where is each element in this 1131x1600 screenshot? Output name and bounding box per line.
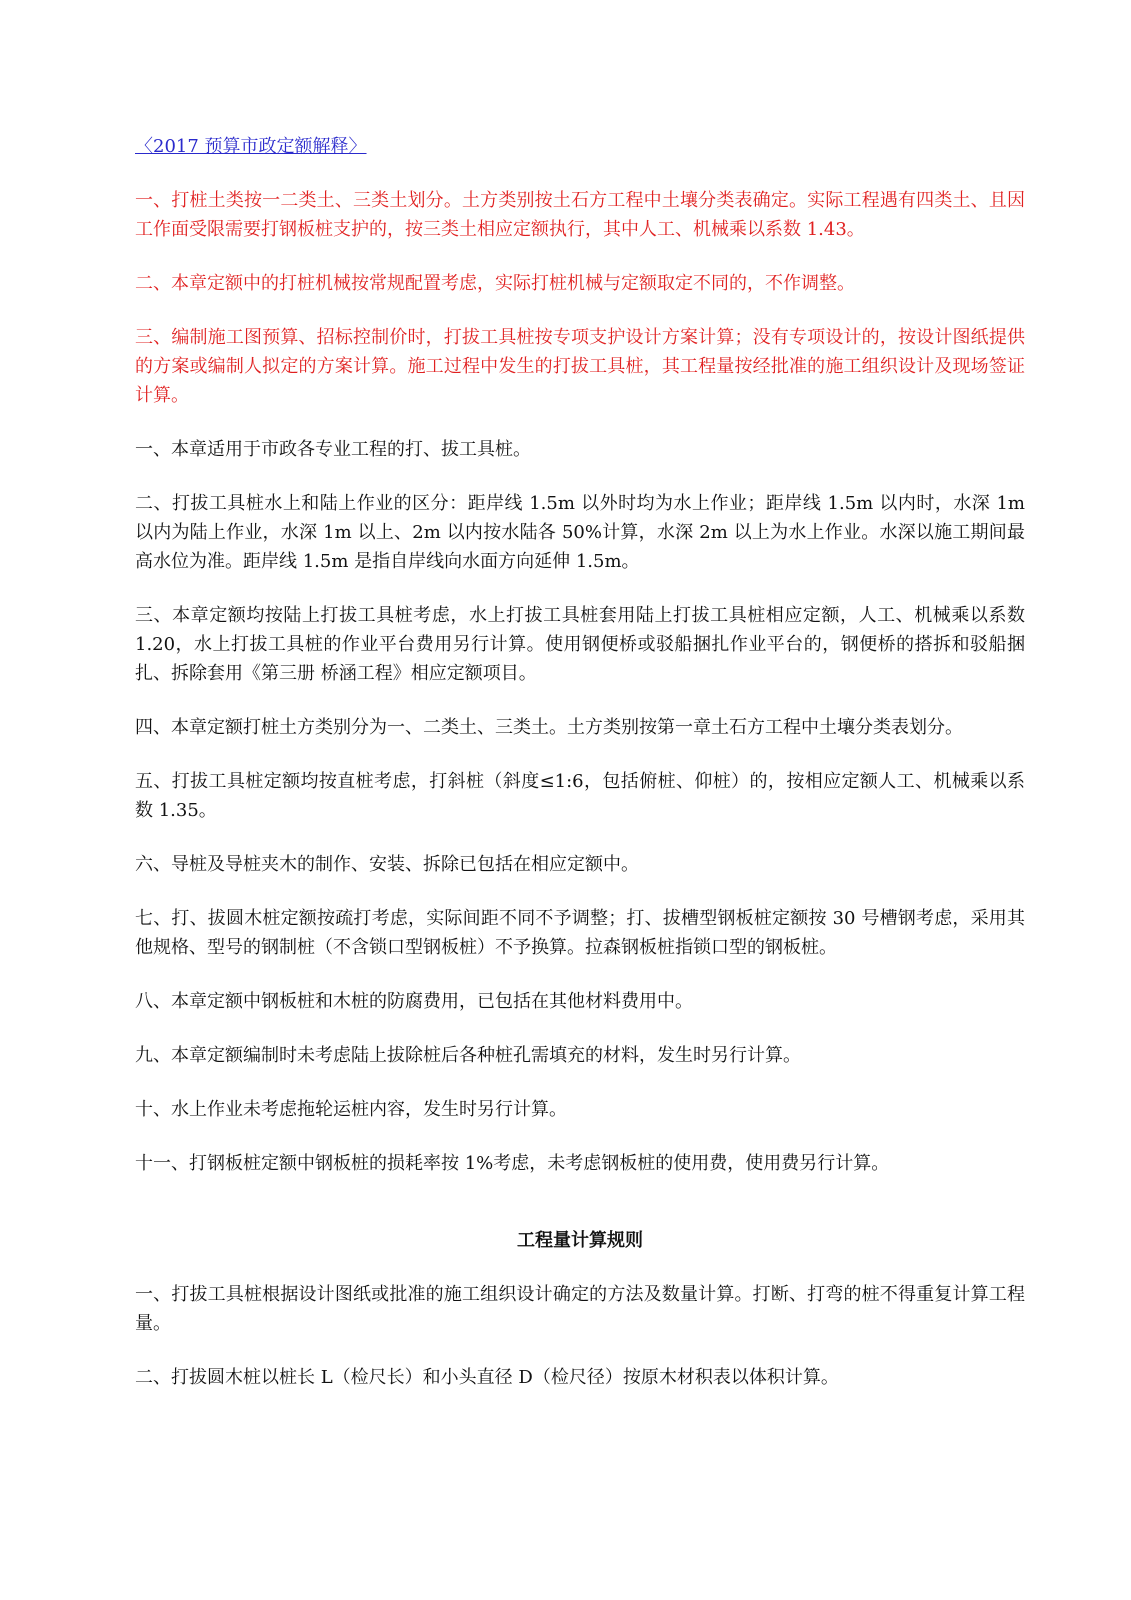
note-4: 四、本章定额打桩土方类别分为一、二类土、三类土。土方类别按第一章土石方工程中土壤分类表划分。: [135, 717, 963, 738]
note-3: 三、本章定额均按陆上打拔工具桩考虑，水上打拔工具桩套用陆上打拔工具桩相应定额，人工、机械乘以系数 1.20，水上打拔工具桩的作业平台费用另行计算。使用钢便桥或驳船捆扎作业平台的，钢便桥的搭拆和驳船捆扎、拆除套用《第三册 桥涵工程》相应定额项目。: [135, 605, 1025, 684]
note-2: 二、打拔工具桩水上和陆上作业的区分：距岸线 1.5m 以外时均为水上作业；距岸线 1.5m 以内时，水深 1m 以内为陆上作业，水深 1m 以上、2m 以内按水陆各 50%计算，水深 2m 以上为水上作业。水深以施工期间最高水位为准。距岸线 1.5m 是指自岸线向水面方向延伸 1.5m。: [135, 493, 1025, 572]
red-note-2: 二、本章定额中的打桩机械按常规配置考虑，实际打桩机械与定额取定不同的，不作调整。: [135, 273, 855, 294]
note-10: 十、水上作业未考虑拖轮运桩内容，发生时另行计算。: [135, 1099, 567, 1120]
note-1: 一、本章适用于市政各专业工程的打、拔工具桩。: [135, 439, 531, 460]
rule-1: 一、打拔工具桩根据设计图纸或批准的施工组织设计确定的方法及数量计算。打断、打弯的桩不得重复计算工程量。: [135, 1284, 1025, 1334]
header-link[interactable]: 〈2017 预算市政定额解释〉: [135, 136, 367, 157]
red-note-1: 一、打桩土类按一二类土、三类土划分。土方类别按土石方工程中土壤分类表确定。实际工程遇有四类土、且因工作面受限需要打钢板桩支护的，按三类土相应定额执行，其中人工、机械乘以系数 1.43。: [135, 190, 1025, 240]
section-title: 工程量计算规则: [517, 1230, 643, 1251]
note-7: 七、打、拔圆木桩定额按疏打考虑，实际间距不同不予调整；打、拔槽型钢板桩定额按 30 号槽钢考虑，采用其他规格、型号的钢制桩（不含锁口型钢板桩）不予换算。拉森钢板桩指锁口型的钢板桩。: [135, 908, 1025, 958]
note-9: 九、本章定额编制时未考虑陆上拔除桩后各种桩孔需填充的材料，发生时另行计算。: [135, 1045, 801, 1066]
note-8: 八、本章定额中钢板桩和木桩的防腐费用，已包括在其他材料费用中。: [135, 991, 693, 1012]
red-note-3: 三、编制施工图预算、招标控制价时，打拔工具桩按专项支护设计方案计算；没有专项设计的，按设计图纸提供的方案或编制人拟定的方案计算。施工过程中发生的打拔工具桩，其工程量按经批准的施工组织设计及现场签证计算。: [135, 327, 1025, 406]
note-5: 五、打拔工具桩定额均按直桩考虑，打斜桩（斜度≤1:6，包括俯桩、仰桩）的，按相应定额人工、机械乘以系数 1.35。: [135, 771, 1025, 821]
document-page: [135, 132, 1025, 1417]
rule-2: 二、打拔圆木桩以桩长 L（检尺长）和小头直径 D（检尺径）按原木材积表以体积计算。: [135, 1367, 839, 1388]
note-6: 六、导桩及导桩夹木的制作、安装、拆除已包括在相应定额中。: [135, 854, 639, 875]
note-11: 十一、打钢板桩定额中钢板桩的损耗率按 1%考虑，未考虑钢板桩的使用费，使用费另行计算。: [135, 1153, 890, 1174]
